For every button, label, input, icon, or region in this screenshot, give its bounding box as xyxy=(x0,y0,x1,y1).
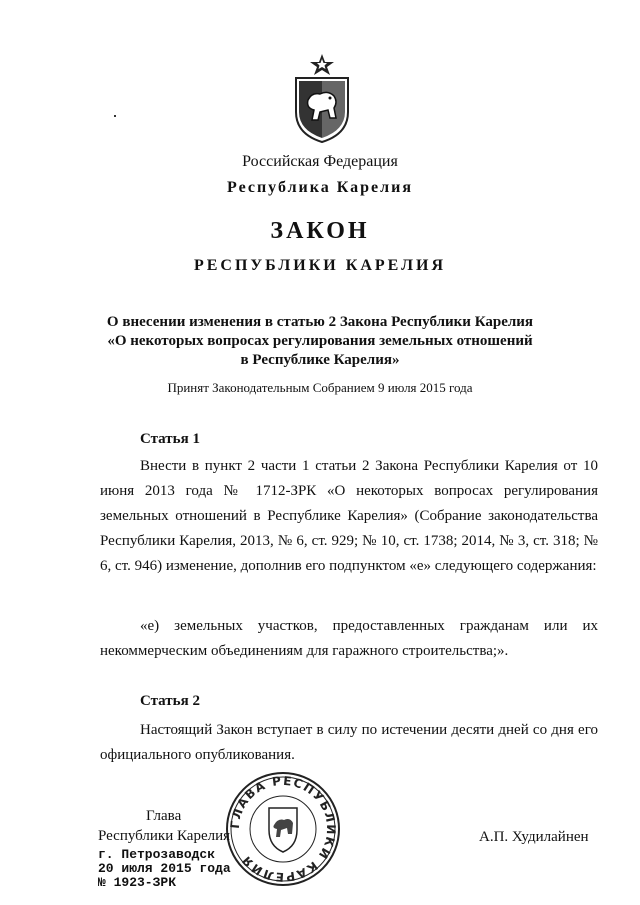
law-of-republic: РЕСПУБЛИКИ КАРЕЛИЯ xyxy=(193,257,447,274)
article-2-body: Настоящий Закон вступает в силу по истечении десяти дней со дня его официального опубликования. xyxy=(100,722,598,763)
subject-line-2: «О некоторых вопросах регулирования земельных отношений xyxy=(107,333,533,349)
signatory-name: А.П. Худилайнен xyxy=(479,829,589,845)
article-2-heading: Статья 2 xyxy=(140,693,200,709)
article-1-text xyxy=(100,454,598,579)
signature-title-2: Республики Карелия xyxy=(98,828,231,844)
article-2-text xyxy=(100,718,598,768)
article-1-quote xyxy=(100,614,598,664)
subject-line-1: О внесении изменения в статью 2 Закона Республики Карелия xyxy=(106,314,534,330)
signature-title-1: Глава xyxy=(146,808,182,824)
scan-speck xyxy=(114,115,116,117)
seal-ring-text: ГЛАВА РЕСПУБЛИКИ КАРЕЛИЯ xyxy=(227,773,339,885)
coat-of-arms-icon xyxy=(290,52,354,144)
stamp-city: г. Петрозаводск xyxy=(98,847,216,862)
subject-line-3: в Республике Карелия» xyxy=(240,352,400,368)
federation-title: Российская Федерация xyxy=(242,153,398,170)
article-1-heading: Статья 1 xyxy=(140,431,200,447)
law-subject xyxy=(0,313,640,370)
stamp-date: 20 июля 2015 года xyxy=(98,861,231,876)
law-word: ЗАКОН xyxy=(270,218,370,244)
adoption-note: Принят Законодательным Собранием 9 июля 2015 года xyxy=(167,380,473,395)
article-1-body: Внести в пункт 2 части 1 статьи 2 Закона Республики Карелия от 10 июня 2013 года № 1712-ЗРК «О некоторых вопросах регулирования земельных отношений в Республике Карелия» (Собрание законодательства Республики Карелия, 2013, № 6, ст. 929; № 10, ст. 1738; 2014, № 3, ст. 318; № 6, ст. 946) изменение, дополнив его подпунктом «е» следующего содержания: xyxy=(100,458,598,574)
stamp-number: № 1923-ЗРК xyxy=(98,875,177,890)
official-seal xyxy=(224,770,342,888)
republic-title: Республика Карелия xyxy=(227,179,413,196)
article-1-quote-body: «е) земельных участков, предоставленных гражданам или их некоммерческим объединениям для гаражного строительства;». xyxy=(100,618,598,659)
